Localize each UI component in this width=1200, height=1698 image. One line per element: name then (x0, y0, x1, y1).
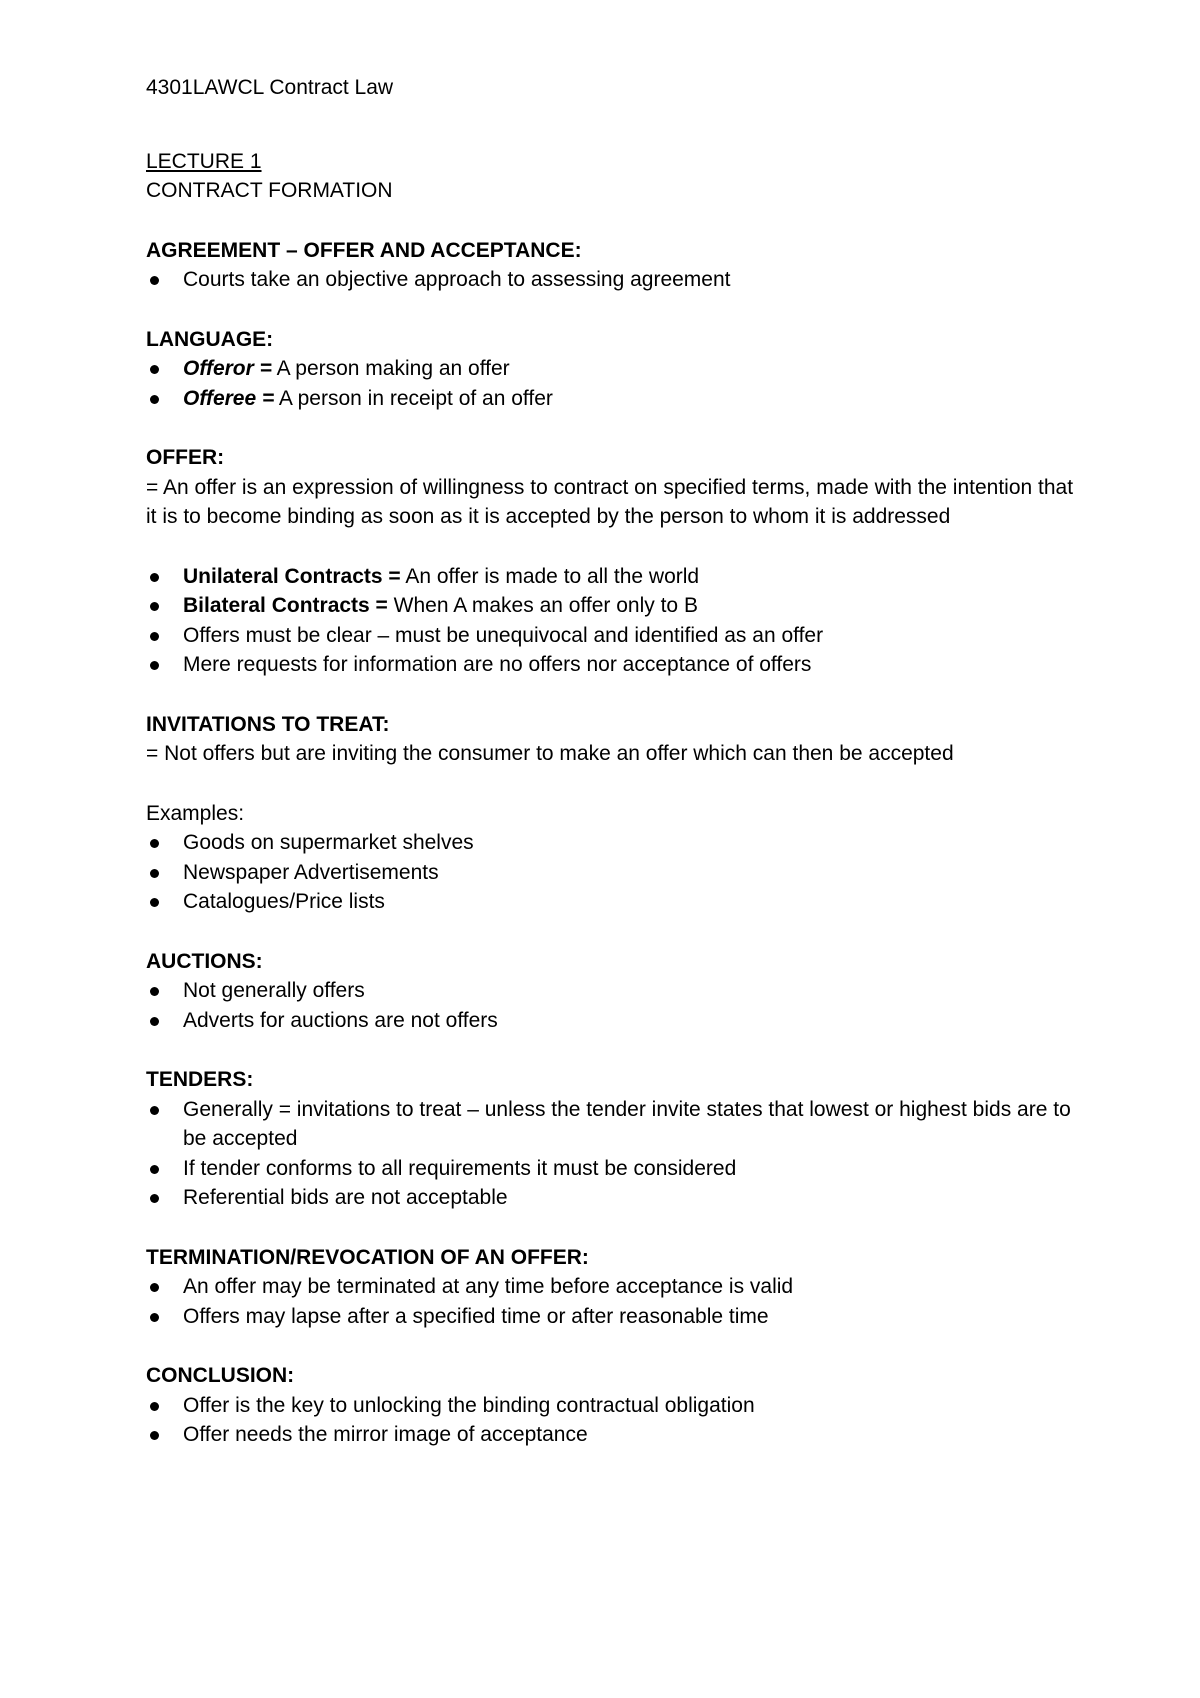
bullet-list (146, 354, 1086, 413)
section-heading: LANGUAGE: (146, 327, 274, 351)
list-item: Courts take an objective approach to assessing agreement (146, 265, 1086, 295)
list-item: Offers may lapse after a specified time or after reasonable time (146, 1302, 1086, 1332)
section-heading: OFFER: (146, 446, 225, 469)
section-invitations (146, 710, 1086, 917)
lecture-title: LECTURE 1 (146, 149, 262, 173)
bullet-list (146, 265, 1086, 295)
section-tenders (146, 1065, 1086, 1213)
list-item: Newspaper Advertisements (146, 858, 1086, 888)
section-offer (146, 443, 1086, 680)
section-heading: TENDERS: (146, 1068, 254, 1091)
bullet-list (146, 976, 1086, 1035)
bullet-list (146, 828, 1086, 917)
section-termination (146, 1243, 1086, 1332)
term-label: Unilateral Contracts = (183, 564, 401, 588)
list-item: Goods on supermarket shelves (146, 828, 1086, 858)
section-heading: INVITATIONS TO TREAT: (146, 712, 390, 736)
list-item: Offer is the key to unlocking the binding contractual obligation (146, 1391, 1086, 1421)
bullet-list (146, 1272, 1086, 1331)
bullet-list (146, 562, 1086, 680)
list-item: Offer needs the mirror image of acceptance (146, 1420, 1086, 1450)
list-item (146, 591, 1086, 621)
list-item (146, 354, 1086, 384)
term-label: Offeror = (183, 357, 272, 380)
section-heading: AUCTIONS: (146, 949, 263, 973)
list-item: An offer may be terminated at any time before acceptance is valid (146, 1272, 1086, 1302)
list-item: Not generally offers (146, 976, 1086, 1006)
term-label: Bilateral Contracts = (183, 594, 388, 617)
section-auctions (146, 947, 1086, 1036)
list-item (146, 384, 1086, 414)
topic-title: CONTRACT FORMATION (146, 179, 393, 202)
course-header: 4301LAWCL Contract Law (146, 76, 394, 99)
section-conclusion (146, 1361, 1086, 1450)
list-item: Catalogues/Price lists (146, 887, 1086, 917)
list-item: Generally = invitations to treat – unless the tender invite states that lowest or highest bids are to be accepted (146, 1095, 1086, 1154)
list-item: If tender conforms to all requirements it must be considered (146, 1154, 1086, 1184)
term-text: A person in receipt of an offer (274, 386, 553, 410)
definition-text: = An offer is an expression of willingness to contract on specified terms, made with the intention that it is to become binding as soon as it is accepted by the person to whom it is addressed (146, 475, 1074, 528)
section-heading: TERMINATION/REVOCATION OF AN OFFER: (146, 1245, 589, 1269)
bullet-list (146, 1095, 1086, 1213)
term-text: When A makes an offer only to B (387, 594, 698, 617)
section-heading: CONCLUSION: (146, 1364, 295, 1387)
term-label: Offeree = (183, 386, 275, 410)
list-item: Mere requests for information are no offers nor acceptance of offers (146, 650, 1086, 680)
list-item: Offers must be clear – must be unequivocal and identified as an offer (146, 621, 1086, 651)
section-language (146, 325, 1086, 414)
term-text: An offer is made to all the world (400, 564, 700, 588)
examples-label: Examples: (146, 801, 245, 825)
list-item: Referential bids are not acceptable (146, 1183, 1086, 1213)
bullet-list (146, 1391, 1086, 1450)
list-item: Adverts for auctions are not offers (146, 1006, 1086, 1036)
term-text: A person making an offer (271, 357, 510, 380)
section-agreement (146, 236, 1086, 295)
definition-text: = Not offers but are inviting the consumer to make an offer which can then be accepted (146, 742, 954, 765)
document-page (146, 73, 1086, 1450)
list-item (146, 562, 1086, 592)
section-heading: AGREEMENT – OFFER AND ACCEPTANCE: (146, 238, 582, 262)
